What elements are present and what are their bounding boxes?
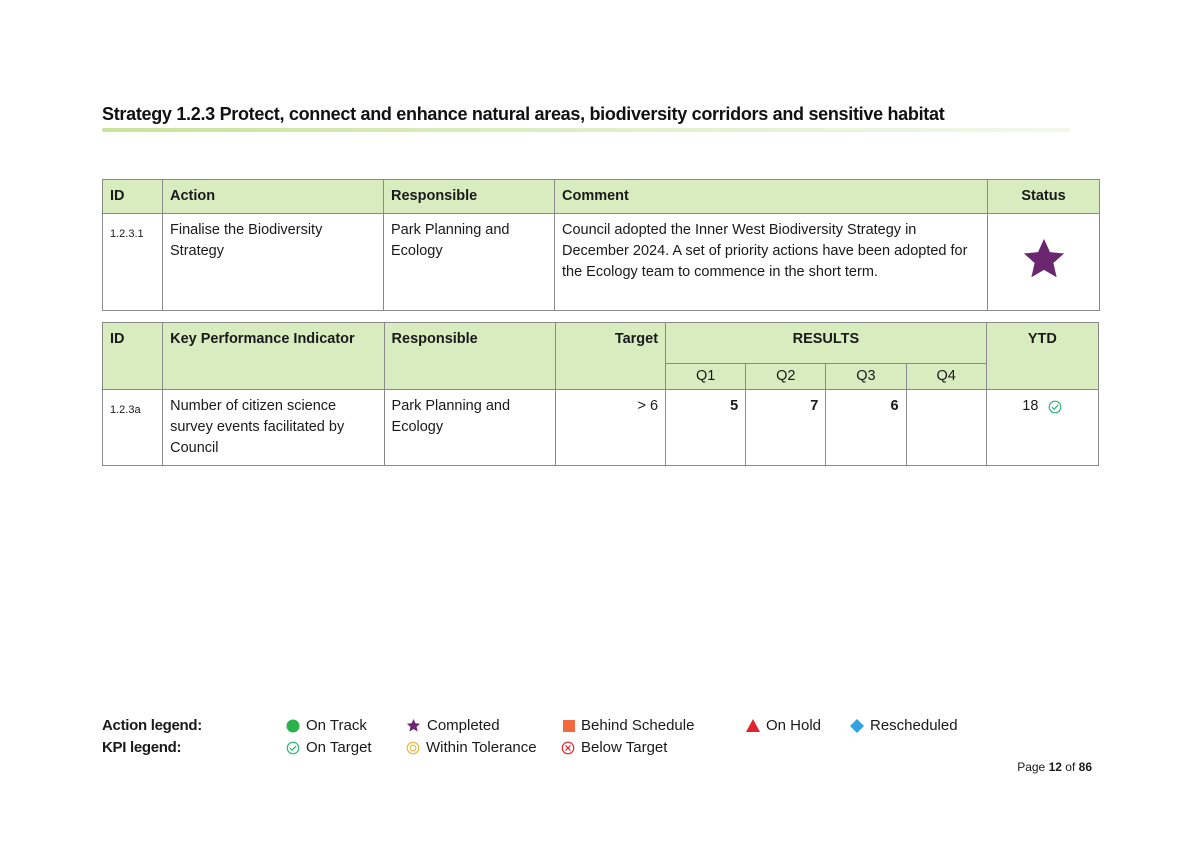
table-row [103, 390, 1099, 466]
legend-on-track [286, 717, 367, 734]
star-icon [1021, 236, 1067, 282]
legend-label: On Target [306, 739, 372, 756]
action-table-header [103, 180, 1100, 214]
page-current: 12 [1048, 760, 1062, 774]
legend-label: On Hold [766, 717, 822, 734]
kpi-ytd-value: 18 [1022, 398, 1039, 414]
legend-behind-schedule [563, 717, 694, 734]
page-of: of [1065, 760, 1076, 774]
strategy-heading: Strategy 1.2.3 Protect, connect and enhance natural areas, biodiversity corridors and sensitive habitat [102, 104, 945, 124]
diamond-icon [850, 719, 864, 733]
kpi-header-q4: Q4 [906, 364, 986, 390]
legend-on-hold [746, 717, 821, 734]
kpi-table-header [103, 323, 1099, 364]
legend-completed [406, 717, 500, 734]
star-icon [406, 718, 421, 733]
square-icon [563, 720, 575, 732]
kpi-id: 1.2.3a [103, 390, 163, 466]
kpi-q2: 7 [746, 390, 826, 466]
kpi-legend-label: KPI legend: [102, 739, 182, 756]
legend-within-tolerance [406, 739, 537, 756]
kpi-q3: 6 [826, 390, 906, 466]
legend-label: Within Tolerance [426, 739, 537, 756]
kpi-header-id: ID [103, 323, 163, 390]
legend-below-target [561, 739, 667, 756]
kpi-name: Number of citizen science survey events facilitated by Council [163, 390, 384, 466]
triangle-icon [746, 719, 760, 732]
check-circle-icon [286, 741, 300, 755]
kpi-header-results: RESULTS [666, 323, 987, 364]
header-status: Status [988, 180, 1100, 214]
action-name: Finalise the Biodiversity Strategy [163, 214, 384, 311]
x-circle-icon [561, 741, 575, 755]
kpi-header-ytd: YTD [986, 323, 1098, 390]
kpi-header-kpi: Key Performance Indicator [163, 323, 384, 390]
kpi-header-q1: Q1 [666, 364, 746, 390]
heading-underline [102, 128, 1070, 132]
legend-label: On Track [306, 717, 367, 734]
action-status [988, 214, 1100, 311]
action-table [102, 179, 1100, 311]
legend-rescheduled [850, 717, 958, 734]
header-action: Action [163, 180, 384, 214]
action-comment: Council adopted the Inner West Biodiversity Strategy in December 2024. A set of priority actions have been adopted for the Ecology team to commence in the short term. [555, 214, 988, 311]
action-legend-label: Action legend: [102, 717, 202, 734]
header-id: ID [103, 180, 163, 214]
kpi-ytd [986, 390, 1098, 466]
legend-on-target [286, 739, 372, 756]
page-number [1017, 760, 1092, 774]
kpi-header-responsible: Responsible [384, 323, 555, 390]
kpi-q4 [906, 390, 986, 466]
legend-label: Behind Schedule [581, 717, 695, 734]
kpi-header-q3: Q3 [826, 364, 906, 390]
table-row [103, 214, 1100, 311]
kpi-table [102, 322, 1099, 466]
kpi-header-q2: Q2 [746, 364, 826, 390]
check-circle-icon [1048, 400, 1062, 414]
page-total: 86 [1078, 760, 1092, 774]
kpi-header-target: Target [555, 323, 665, 390]
kpi-responsible: Park Planning and Ecology [384, 390, 555, 466]
ring-circle-icon [406, 741, 420, 755]
legend-label: Completed [427, 717, 500, 734]
header-comment: Comment [555, 180, 988, 214]
page-prefix: Page [1017, 760, 1046, 774]
legend-label: Below Target [581, 739, 668, 756]
action-responsible: Park Planning and Ecology [384, 214, 555, 311]
kpi-q1: 5 [666, 390, 746, 466]
circle-icon [286, 719, 300, 733]
legend-label: Rescheduled [870, 717, 958, 734]
kpi-target: > 6 [555, 390, 665, 466]
action-id: 1.2.3.1 [103, 214, 163, 311]
header-responsible: Responsible [384, 180, 555, 214]
